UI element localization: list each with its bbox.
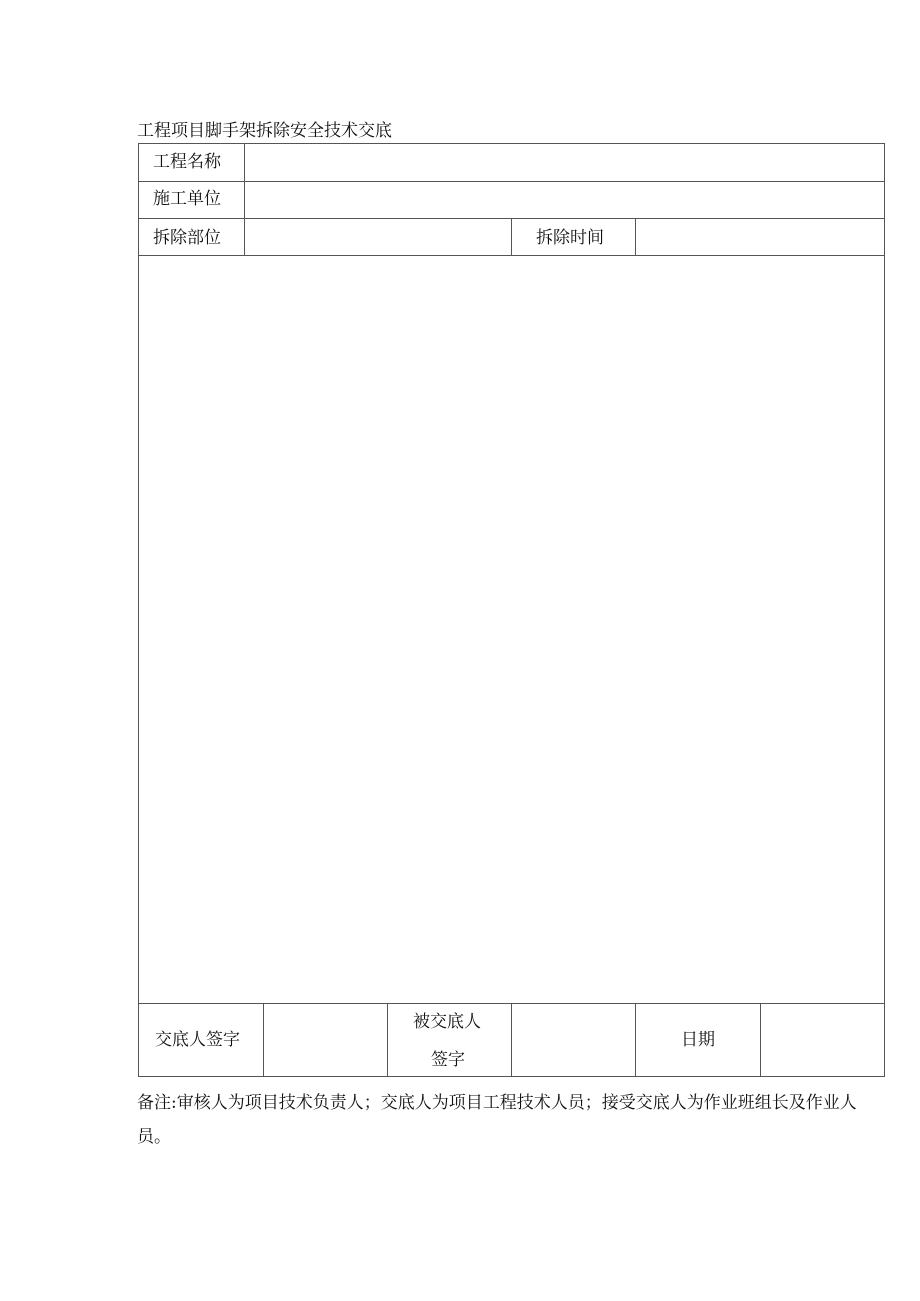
discloser-signature-field[interactable]	[264, 1004, 387, 1076]
project-name-field[interactable]	[245, 144, 883, 181]
date-field[interactable]	[761, 1004, 883, 1076]
removal-part-field[interactable]	[245, 219, 511, 255]
recipient-signature-field[interactable]	[512, 1004, 635, 1076]
remarks-note: 备注:审核人为项目技术负责人；交底人为项目工程技术人员；接受交底人为作业班组长及作业人员。	[137, 1093, 857, 1147]
construction-unit-label: 施工单位	[153, 189, 221, 209]
disclosure-content-area[interactable]	[139, 256, 884, 1003]
document-title: 工程项目脚手架拆除安全技术交底	[137, 121, 392, 141]
removal-time-field[interactable]	[636, 219, 883, 255]
column-divider	[387, 1003, 388, 1076]
date-label: 日期	[681, 1030, 715, 1050]
column-divider	[635, 1003, 636, 1076]
removal-time-label: 拆除时间	[536, 228, 604, 248]
project-name-label: 工程名称	[153, 152, 221, 172]
disclosure-form	[138, 143, 885, 1077]
construction-unit-field[interactable]	[245, 182, 883, 218]
column-divider	[511, 218, 512, 255]
recipient-signature-label-line2: 签字	[431, 1050, 465, 1070]
removal-part-label: 拆除部位	[153, 228, 221, 248]
recipient-signature-label-line1: 被交底人	[413, 1012, 481, 1032]
discloser-signature-label: 交底人签字	[155, 1030, 240, 1050]
